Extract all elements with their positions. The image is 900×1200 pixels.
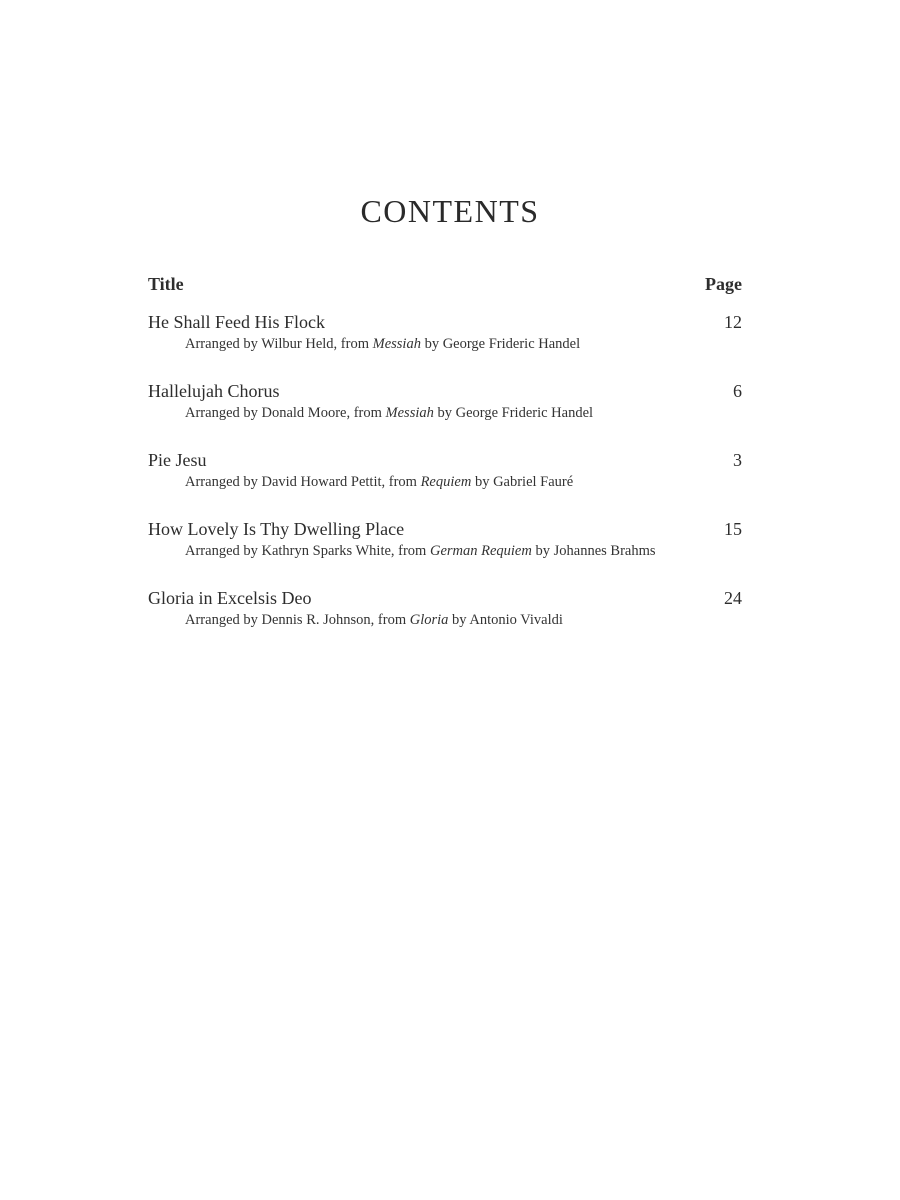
entry-page-number: 15 bbox=[724, 519, 742, 539]
toc-entry[interactable] bbox=[148, 449, 742, 493]
toc-entry[interactable] bbox=[148, 311, 742, 355]
page-title: CONTENTS bbox=[360, 193, 540, 229]
entry-arrangement bbox=[148, 609, 742, 631]
entry-title: Pie Jesu bbox=[148, 450, 207, 470]
arrangement-prefix: Arranged by Kathryn Sparks White, from bbox=[185, 543, 430, 559]
table-of-contents bbox=[148, 272, 742, 656]
work-title: Messiah bbox=[372, 336, 421, 352]
toc-entry[interactable] bbox=[148, 587, 742, 631]
arrangement-suffix: by George Frideric Handel bbox=[420, 336, 581, 352]
arrangement-suffix: by George Frideric Handel bbox=[433, 405, 594, 421]
arrangement-suffix: by Gabriel Fauré bbox=[471, 474, 574, 490]
arrangement-prefix: Arranged by Donald Moore, from bbox=[185, 405, 386, 421]
work-title: German Requiem bbox=[429, 543, 532, 559]
entry-line bbox=[148, 449, 742, 471]
arrangement-suffix: by Johannes Brahms bbox=[531, 543, 656, 559]
work-title: Messiah bbox=[385, 405, 434, 421]
arrangement-prefix: Arranged by Dennis R. Johnson, from bbox=[185, 612, 410, 628]
column-header-title: Title bbox=[148, 274, 184, 294]
column-header-page: Page bbox=[705, 274, 742, 294]
work-title: Gloria bbox=[409, 612, 449, 628]
entry-arrangement bbox=[148, 333, 742, 355]
entry-arrangement bbox=[148, 540, 742, 562]
entry-line bbox=[148, 587, 742, 609]
arrangement-prefix: Arranged by David Howard Pettit, from bbox=[185, 474, 421, 490]
entry-arrangement bbox=[148, 402, 742, 424]
entry-title: Hallelujah Chorus bbox=[148, 381, 280, 401]
toc-entry[interactable] bbox=[148, 380, 742, 424]
entry-line bbox=[148, 380, 742, 402]
entry-page-number: 3 bbox=[733, 450, 742, 470]
entry-page-number: 6 bbox=[733, 381, 742, 401]
entry-page-number: 12 bbox=[724, 312, 742, 332]
arrangement-suffix: by Antonio Vivaldi bbox=[448, 612, 563, 628]
entry-line bbox=[148, 518, 742, 540]
arrangement-prefix: Arranged by Wilbur Held, from bbox=[185, 336, 373, 352]
entry-arrangement bbox=[148, 471, 742, 493]
entry-title: How Lovely Is Thy Dwelling Place bbox=[148, 519, 405, 539]
entry-title: He Shall Feed His Flock bbox=[148, 312, 325, 332]
entry-line bbox=[148, 311, 742, 333]
work-title: Requiem bbox=[420, 474, 472, 490]
entry-title: Gloria in Excelsis Deo bbox=[148, 588, 312, 608]
entry-page-number: 24 bbox=[724, 588, 742, 608]
toc-entry[interactable] bbox=[148, 518, 742, 562]
column-headers bbox=[148, 272, 742, 296]
